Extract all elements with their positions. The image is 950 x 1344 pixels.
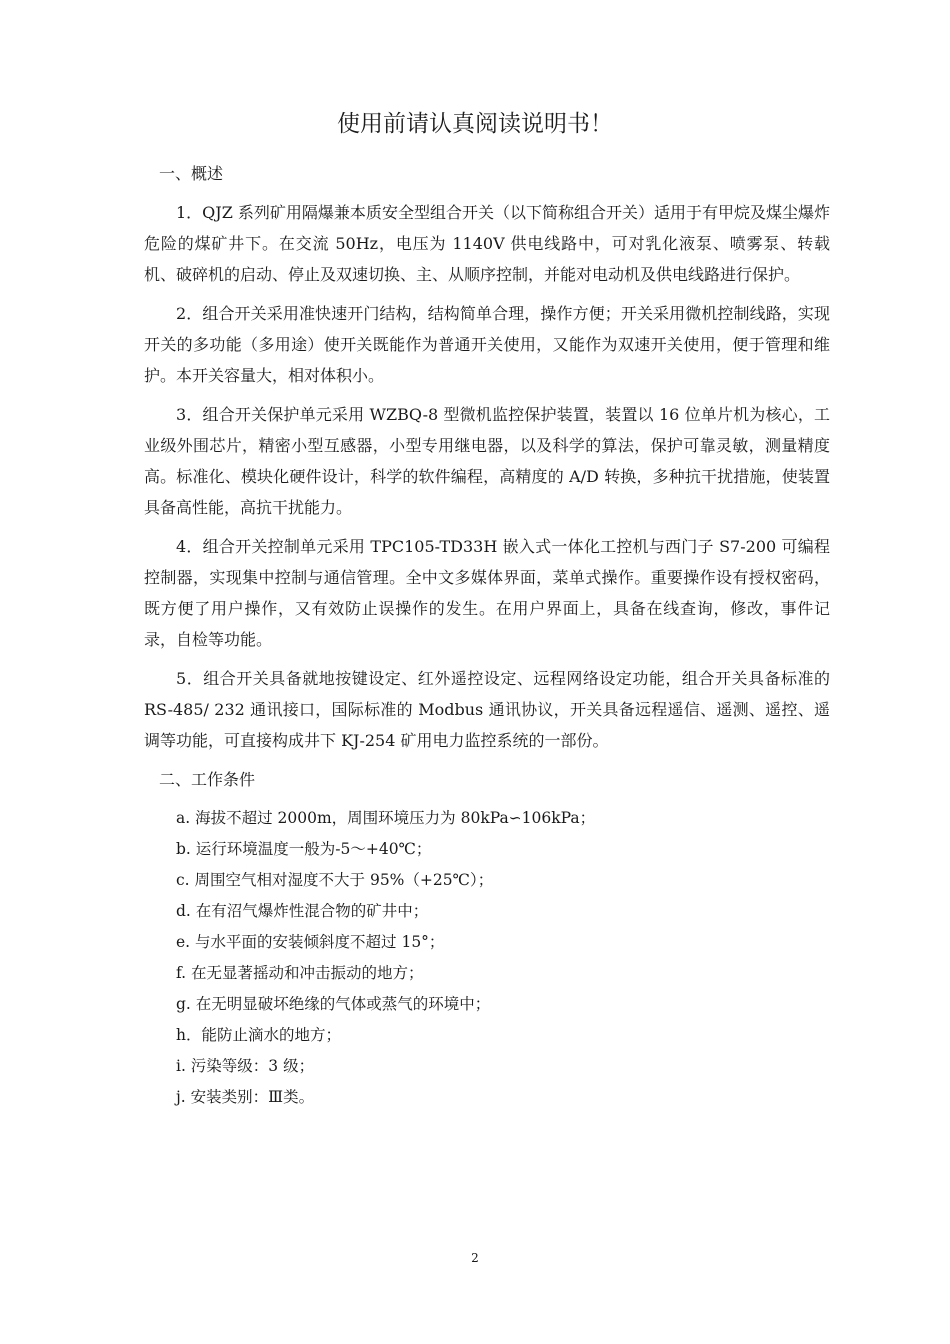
overview-paragraph-3: 3．组合开关保护单元采用 WZBQ-8 型微机监控保护装置，装置以 16 位单片机为核心，工业级外围芯片，精密小型互感器，小型专用继电器，以及科学的算法，保护可靠灵敏，测量精度高。标准化、模块化硬件设计，科学的软件编程，高精度的 A/D 转换，多种抗干扰措施，使装置具备高性能，高抗干扰能力。 [144, 405, 830, 517]
condition-item: e. 与水平面的安装倾斜度不超过 15°； [176, 933, 445, 951]
overview-paragraph-4: 4．组合开关控制单元采用 TPC105-TD33H 嵌入式一体化工控机与西门子 S7-200 可编程控制器，实现集中控制与通信管理。全中文多媒体界面，菜单式操作。重要操作设有授权密码，既方便了用户操作，又有效防止误操作的发生。在用户界面上，具备在线查询，修改，事件记录，自检等功能。 [144, 537, 830, 649]
condition-item: b. 运行环境温度一般为-5～+40℃； [176, 840, 432, 858]
page-number: 2 [471, 1251, 479, 1265]
condition-item: c. 周围空气相对湿度不大于 95%（+25℃）； [176, 871, 494, 889]
working-conditions-list [144, 803, 830, 1113]
section-heading-working-conditions: 二、工作条件 [159, 770, 256, 789]
document-title: 使用前请认真阅读说明书！ [337, 111, 613, 137]
overview-paragraph-2: 2．组合开关采用准快速开门结构，结构简单合理，操作方便；开关采用微机控制线路，实现开关的多功能（多用途）使开关既能作为普通开关使用，又能作为双速开关使用，便于管理和维护。本开关容量大，相对体积小。 [144, 304, 830, 385]
overview-paragraph-5: 5．组合开关具备就地按键设定、红外遥控设定、远程网络设定功能，组合开关具备标准的 RS-485/ 232 通讯接口，国际标准的 Modbus 通讯协议，开关具备远程遥信、遥测、遥控、遥调等功能，可直接构成井下 KJ-254 矿用电力监控系统的一部份。 [144, 669, 830, 750]
document-body [144, 158, 830, 1113]
condition-item: h．能防止滴水的地方； [176, 1026, 341, 1044]
condition-item: i. 污染等级：3 级； [176, 1057, 315, 1075]
section-heading-overview: 一、概述 [159, 164, 224, 183]
overview-paragraph-1: 1．QJZ 系列矿用隔爆兼本质安全型组合开关（以下简称组合开关）适用于有甲烷及煤尘爆炸危险的煤矿井下。在交流 50Hz，电压为 1140V 供电线路中，可对乳化液泵、喷雾泵、转载机、破碎机的启动、停止及双速切换、主、从顺序控制，并能对电动机及供电线路进行保护。 [144, 203, 830, 284]
condition-item: d. 在有沼气爆炸性混合物的矿井中； [176, 902, 429, 920]
condition-item: f. 在无显著摇动和冲击振动的地方； [176, 964, 424, 982]
condition-item: j. 安装类别：Ⅲ类。 [176, 1088, 315, 1106]
condition-item: g. 在无明显破坏绝缘的气体或蒸气的环境中； [176, 995, 491, 1013]
condition-item: a. 海拔不超过 2000m，周围环境压力为 80kPa∽106kPa； [176, 809, 596, 827]
